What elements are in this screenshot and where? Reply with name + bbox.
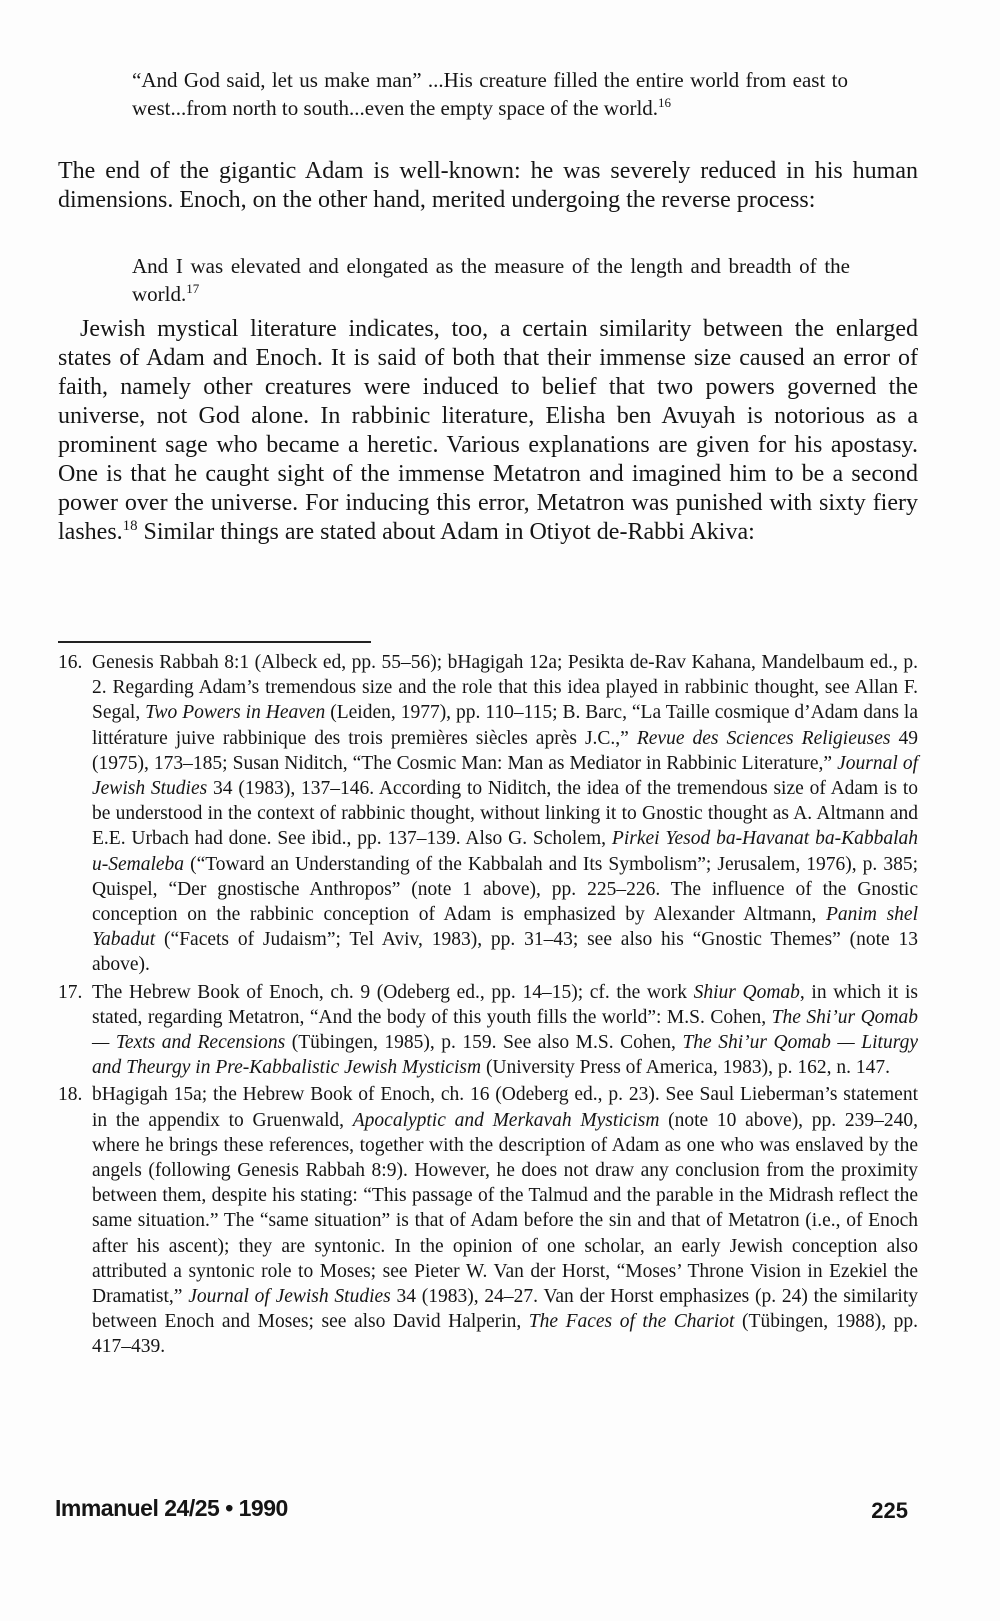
- cited-title: Revue des Sciences Religieuses: [636, 727, 891, 749]
- footnote-number: 18.: [58, 1084, 83, 1106]
- paragraph-gigantic-adam: The end of the gigantic Adam is well-known: he was severely reduced in his human dimensions. Enoch, on the other hand, merited undergoing the reverse process:: [58, 158, 918, 213]
- running-footer-journal: Immanuel 24/25 • 1990: [55, 1495, 288, 1521]
- footnote-text: bHagigah 15a; the Hebrew Book of Enoch, ch. 16 (Odeberg ed., p. 23). See Saul Lieberman’s statement in the appendix to Gruenwald,: [92, 1084, 918, 1131]
- footnote-text: (“Facets of Judaism”; Tel Aviv, 1983), pp. 31–43; see also his “Gnostic Themes” (note 13 above).: [92, 929, 918, 976]
- paragraph-mystical-literature: [58, 315, 918, 547]
- cited-title: Shiur Qomab: [693, 981, 800, 1003]
- cited-title: The Shi’ur Qomab — Texts and Recensions: [92, 1006, 918, 1054]
- footnote-text: (Leiden, 1977), pp. 110–115; B. Barc, “La Taille cosmique d’Adam dans la littérature juive rabbinique des trois premières siècles après J.C.,”: [92, 702, 918, 749]
- paragraph-text-end: Similar things are stated about Adam in Otiyot de-Rabbi Akiva:: [137, 519, 755, 545]
- footnote-text: (Tübingen, 1985), p. 159. See also M.S. Cohen,: [285, 1032, 683, 1054]
- footnote-ref-17[interactable]: 17: [186, 281, 200, 296]
- footnote-text: Genesis Rabbah 8:1 (Albeck ed, pp. 55–56); bHagigah 12a; Pesikta de-Rav Kahana, Mandelbaum ed., p. 2. Regarding Adam’s tremendous size and the role that this idea played in rabbinic thought, see Allan F. Segal,: [92, 652, 918, 724]
- footnote-text: 34 (1983), 137–146. According to Niditch, the idea of the tremendous size of Adam is to be understood in the context of rabbinic thought, without linking it to Gnostic thought as A. Altmann and E.E. Urbach had done. See ibid., pp. 137–139. Also G. Scholem,: [92, 778, 919, 850]
- footnote-17: [58, 980, 918, 1081]
- footnote-text: 49 (1975), 173–185; Susan Niditch, “The Cosmic Man: Man as Mediator in Rabbinic Literature,”: [92, 727, 918, 774]
- cited-title: Apocalyptic and Merkavah Mysticism: [352, 1109, 660, 1131]
- cited-title: Panim shel Yabadut: [92, 904, 919, 951]
- cited-title: Two Powers in Heaven: [145, 702, 326, 724]
- footnote-18: [58, 1082, 918, 1359]
- footnote-text: (Tübingen, 1988), pp. 417–439.: [92, 1311, 918, 1358]
- quote-text: “And God said, let us make man” ...His creature filled the entire world from east to west...from north to south...even the empty space of the world.: [132, 68, 848, 120]
- footnote-text: (“Toward an Understanding of the Kabbalah and Its Symbolism”; Jerusalem, 1976), p. 385; Quispel, “Der gnostische Anthropos” (note 1 above), pp. 225–226. The influence of the Gnostic conception on the rabbinic conception of Adam is emphasized by Alexander Altmann,: [92, 853, 918, 926]
- footnote-text: 34 (1983), 24–27. Van der Horst emphasizes (p. 24) the similarity between Enoch and Moses; see also David Halperin,: [92, 1286, 918, 1333]
- quote-text: And I was elevated and elongated as the measure of the length and breadth of the world.: [132, 254, 850, 306]
- cited-title: The Shi’ur Qomab — Liturgy and Theurgy in Pre-Kabbalistic Jewish Mysticism: [92, 1032, 918, 1079]
- footnote-text: , in which it is stated, regarding Metatron, “And the body of this youth fills the world”: M.S. Cohen,: [92, 981, 918, 1028]
- cited-title: Journal of Jewish Studies: [92, 752, 918, 800]
- block-quote-genesis: [132, 66, 848, 122]
- footnote-text: The Hebrew Book of Enoch, ch. 9 (Odeberg ed., pp. 14–15); cf. the work: [92, 981, 694, 1003]
- footnote-divider: [58, 641, 371, 643]
- cited-title: The Faces of the Chariot: [528, 1311, 735, 1333]
- cited-title: Pirkei Yesod ba-Havanat ba-Kabbalah u-Semaleba: [92, 828, 918, 875]
- cited-title: Journal of Jewish Studies: [188, 1286, 391, 1308]
- page-number: 225: [871, 1498, 908, 1523]
- paragraph-text: Jewish mystical literature indicates, too, a certain similarity between the enlarged states of Adam and Enoch. It is said of both that their immense size caused an error of faith, namely other creatures were induced to belief that two powers governed the universe, not God alone. In rabbinic literature, Elisha ben Avuyah is notorious as a prominent sage who became a heretic. Various explanations are given for his apostasy. One is that he caught sight of the immense Metatron and imagined him to be a second power over the universe. For inducing this error, Metatron was punished with sixty fiery lashes.: [58, 316, 918, 545]
- block-quote-enoch: [132, 252, 850, 308]
- footnote-number: 17.: [58, 981, 83, 1003]
- footnote-text: (University Press of America, 1983), p. 162, n. 147.: [481, 1057, 890, 1079]
- footnote-ref-16[interactable]: 16: [658, 95, 672, 110]
- footnote-text: (note 10 above), pp. 239–240, where he brings these references, together with the description of Adam as one who was enslaved by the angels (following Genesis Rabbah 8:9). However, he does not draw any conclusion from the proximity between them, despite his stating: “This passage of the Talmud and the parable in the Midrash reflect the same situation.” The “same situation” is that of Adam before the sin and that of Metatron (i.e., of Enoch after his ascent); they are syntonic. In the opinion of one scholar, an early Jewish conception also attributed a syntonic role to Moses; see Pieter W. Van der Horst, “Moses’ Throne Vision in Ezekiel the Dramatist,”: [92, 1109, 918, 1308]
- footnote-ref-18[interactable]: 18: [122, 518, 138, 534]
- footnotes: [58, 650, 918, 1360]
- footnote-number: 16.: [58, 652, 83, 673]
- footnote-16: [58, 650, 918, 978]
